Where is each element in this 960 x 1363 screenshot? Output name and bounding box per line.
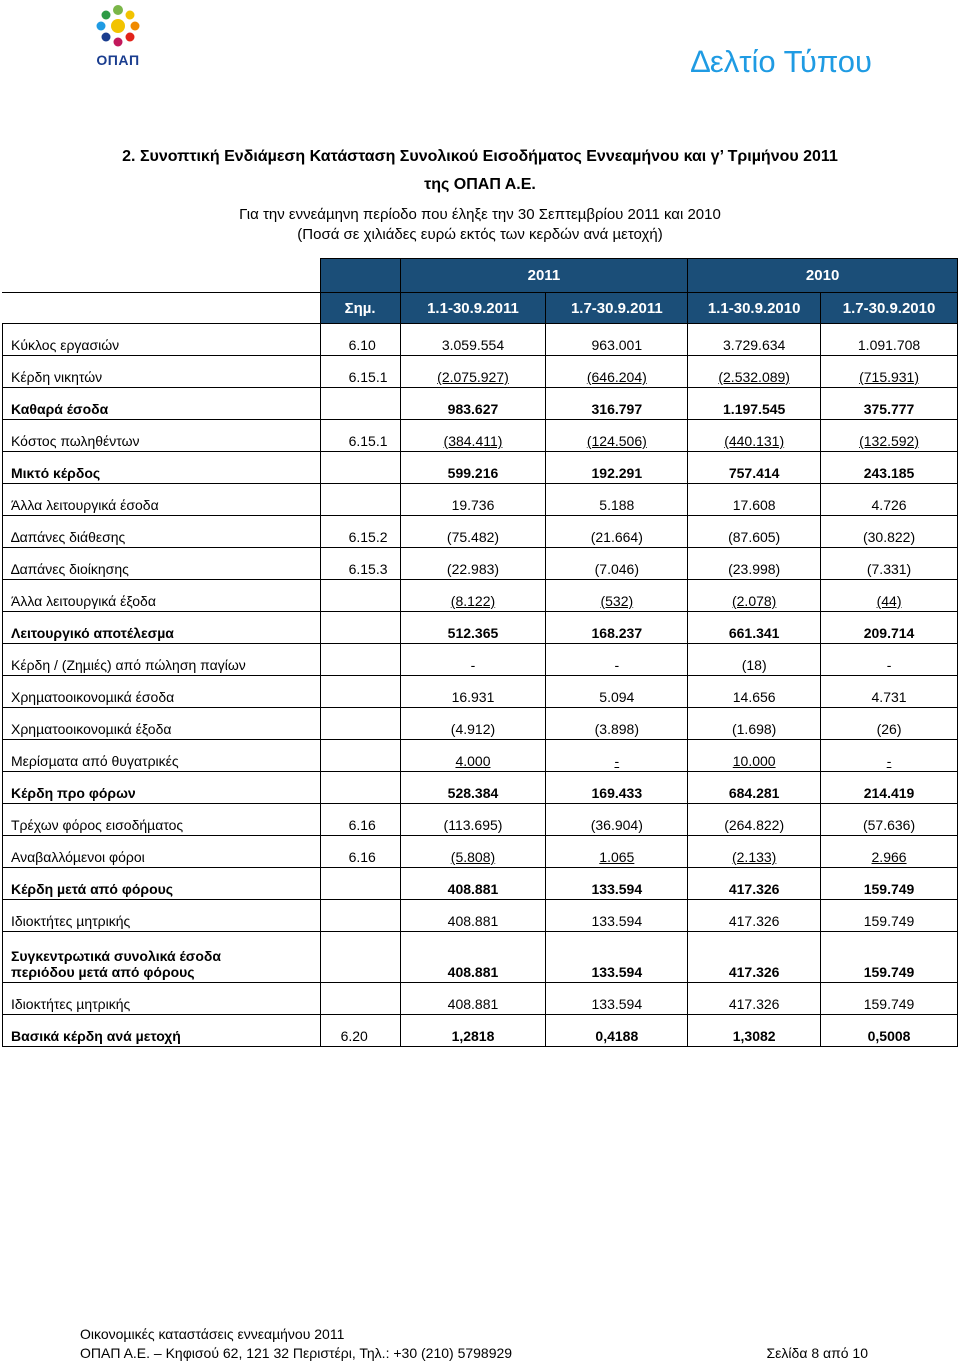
header-period-1: 1.1-30.9.2011 [400,293,546,324]
row-note [320,740,400,772]
row-note: 6.16 [320,804,400,836]
value-text: 661.341 [728,625,780,641]
row-label: Λειτουργικό αποτέλεσµα [3,612,321,644]
row-note: 6.15.1 [320,356,400,388]
row-label: Ιδιοκτήτες µητρικής [3,983,321,1015]
row-label: Κέρδη προ φόρων [3,772,321,804]
press-release-title: ∆ελτίο Τύπου [690,44,872,79]
value-text: 209.714 [863,625,915,641]
value-text: 159.749 [863,881,915,897]
value-text: 417.326 [728,964,780,980]
income-statement-table [2,258,958,1047]
row-value-col4 [821,740,958,772]
value-text: (440.131) [724,433,785,449]
value-text: (57.636) [862,817,916,833]
value-text: (7.046) [594,561,639,577]
row-value-col2 [546,644,688,676]
value-text: 159.749 [863,996,915,1012]
value-text: 133.594 [591,913,643,929]
row-note [320,932,400,983]
value-text: (87.605) [728,529,781,545]
row-value-col1 [400,772,546,804]
value-text: (2.075.927) [437,369,509,385]
value-text: 169.433 [591,785,643,801]
value-text: 757.414 [728,465,780,481]
row-value-col2 [546,516,688,548]
table-row-other-operating-income [3,484,958,516]
row-value-col1 [400,612,546,644]
table-row-profit-before-tax [3,772,958,804]
row-note: 6.16 [320,836,400,868]
header-blank [3,293,321,324]
value-text: (7.331) [866,561,912,577]
row-value-col3 [688,548,821,580]
value-text: 3.729.634 [723,337,786,353]
row-value-col2 [546,983,688,1015]
value-text: 963.001 [591,337,643,353]
row-value-col4 [821,900,958,932]
row-value-col3 [688,983,821,1015]
row-value-col4 [821,644,958,676]
header-note: Σηµ. [320,293,400,324]
row-value-col1 [400,740,546,772]
row-value-col1 [400,932,546,983]
row-label: Άλλα λειτουργικά έσοδα [3,484,321,516]
value-text: 214.419 [863,785,915,801]
value-text: (113.695) [443,817,503,833]
row-value-col2 [546,324,688,356]
row-note: 6.10 [320,324,400,356]
row-value-col1 [400,420,546,452]
row-note: 6.15.1 [320,420,400,452]
row-note [320,612,400,644]
row-note [320,868,400,900]
table-row-operating-result [3,612,958,644]
row-value-col1 [400,983,546,1015]
row-value-col2 [546,452,688,484]
value-text: 16.931 [451,689,495,705]
value-text: 408.881 [447,881,499,897]
table-header-periods [3,293,958,324]
value-text: 133.594 [591,964,643,980]
value-text: (715.931) [859,369,920,385]
value-text: 417.326 [728,996,780,1012]
table-row-dividends-subsidiaries [3,740,958,772]
value-text: (2.078) [731,593,777,609]
row-value-col4 [821,484,958,516]
row-note: 6.15.3 [320,548,400,580]
value-text: (75.482) [446,529,500,545]
row-value-col3 [688,324,821,356]
value-text: 5.094 [599,689,635,705]
row-value-col3 [688,932,821,983]
value-text: (3.898) [594,721,639,737]
row-value-col4 [821,836,958,868]
value-text: 5.188 [599,497,635,513]
value-text: 0,5008 [867,1028,911,1044]
value-text: 3.059.554 [441,337,505,353]
row-value-col3 [688,740,821,772]
row-value-col2 [546,740,688,772]
value-text: (30.822) [862,529,916,545]
row-label: Καθαρά έσοδα [3,388,321,420]
statement-title-line1: 2. Συνοπτική Ενδιάµεση Κατάσταση Συνολικού Εισοδήµατος Εννεαµήνου και γ’ Τριµήνου 2011 [122,148,838,165]
row-value-col1 [400,356,546,388]
row-value-col3 [688,644,821,676]
value-text: 159.749 [863,964,915,980]
footer-doc-title: Οικονοµικές καταστάσεις εννεαµήνου 2011 [80,1326,345,1342]
row-value-col1 [400,484,546,516]
row-note [320,388,400,420]
row-label: Κέρδη µετά από φόρους [3,868,321,900]
value-text: 408.881 [447,964,499,980]
row-note [320,580,400,612]
row-value-col1 [400,644,546,676]
value-text: 1.197.545 [723,401,786,417]
header-period-2: 1.7-30.9.2011 [546,293,688,324]
table-row-deferred-tax [3,836,958,868]
value-text: (21.664) [590,529,643,545]
value-text: (44) [876,593,902,609]
row-value-col4 [821,548,958,580]
table-row-finance-costs [3,708,958,740]
value-text: (384.411) [443,433,503,449]
value-text: 1.091.708 [857,337,921,353]
row-value-col3 [688,388,821,420]
row-value-col2 [546,772,688,804]
table-row-owners-parent-1 [3,900,958,932]
row-value-col3 [688,708,821,740]
row-value-col4 [821,580,958,612]
value-text: 417.326 [728,881,780,897]
row-value-col1 [400,516,546,548]
value-text: (2.532.089) [718,369,790,385]
row-value-col3 [688,612,821,644]
row-note: 6.15.2 [320,516,400,548]
table-row-other-operating-expenses [3,580,958,612]
row-value-col2 [546,900,688,932]
value-text: 417.326 [728,913,780,929]
table-row-cost-of-sales [3,420,958,452]
value-text: 4.000 [455,753,491,769]
value-text: 408.881 [447,913,499,929]
row-label [3,932,321,983]
row-label: Χρηµατοοικονοµικά έξοδα [3,708,321,740]
table-row-distribution-expenses [3,516,958,548]
value-text: (646.204) [586,369,647,385]
row-value-col1 [400,868,546,900]
value-text: (36.904) [590,817,643,833]
row-value-col2 [546,548,688,580]
value-text: 2.966 [871,849,907,865]
row-value-col4 [821,1015,958,1047]
value-text: 1,3082 [732,1028,776,1044]
value-text: 4.731 [871,689,907,705]
row-value-col4 [821,516,958,548]
row-value-col2 [546,932,688,983]
row-value-col1 [400,388,546,420]
row-note [320,644,400,676]
value-text: 375.777 [863,401,915,417]
header-blank [3,259,321,293]
value-text: 316.797 [591,401,643,417]
row-label: Κέρδη νικητών [3,356,321,388]
row-value-col3 [688,804,821,836]
value-text: 192.291 [591,465,643,481]
row-value-col1 [400,900,546,932]
value-text: 19.736 [451,497,495,513]
row-value-col3 [688,420,821,452]
logo-text: ΟΠΑΠ [96,52,140,68]
value-text: 512.365 [447,625,499,641]
row-value-col2 [546,356,688,388]
value-text: 243.185 [863,465,915,481]
row-value-col1 [400,452,546,484]
row-value-col2 [546,804,688,836]
row-note [320,676,400,708]
row-value-col4 [821,324,958,356]
row-value-col4 [821,772,958,804]
row-value-col1 [400,676,546,708]
row-value-col2 [546,580,688,612]
row-value-col3 [688,868,821,900]
row-value-col2 [546,676,688,708]
table-row-basic-eps [3,1015,958,1047]
statement-title-line2: της ΟΠΑΠ Α.Ε. [424,176,536,193]
table-row-owners-parent-2 [3,983,958,1015]
row-value-col4 [821,932,958,983]
table-body [3,324,958,1047]
row-value-col4 [821,356,958,388]
header-period-3: 1.1-30.9.2010 [688,293,821,324]
row-value-col1 [400,836,546,868]
row-label: Μικτό κέρδος [3,452,321,484]
header-year-2011: 2011 [400,259,688,293]
value-text: (18) [741,657,767,673]
units-subtitle: (Ποσά σε χιλιάδες ευρώ εκτός των κερδών ανά µετοχή) [297,226,663,243]
row-value-col1 [400,1015,546,1047]
row-value-col2 [546,388,688,420]
value-text: 168.237 [591,625,643,641]
row-note [320,772,400,804]
value-text: 133.594 [591,881,643,897]
table-row-total-comprehensive-income [3,932,958,983]
row-label-line2: περιόδου µετά από φόρους [11,964,195,980]
row-value-col4 [821,612,958,644]
value-text: (23.998) [728,561,781,577]
value-text: 684.281 [728,785,780,801]
row-note [320,484,400,516]
table-row-administrative-expenses [3,548,958,580]
value-text: (1.698) [731,721,777,737]
row-value-col3 [688,836,821,868]
period-subtitle: Για την εννεάµηνη περίοδο που έληξε την 30 Σεπτεµβρίου 2011 και 2010 [239,206,721,223]
value-text: 599.216 [447,465,499,481]
row-label: Κέρδη / (Ζηµιές) από πώληση παγίων [3,644,321,676]
row-note [320,708,400,740]
value-text: 1.065 [599,849,635,865]
value-text: (26) [876,721,902,737]
value-text: 10.000 [732,753,776,769]
row-value-col3 [688,580,821,612]
row-value-col3 [688,356,821,388]
row-note [320,900,400,932]
value-text: (22.983) [446,561,500,577]
row-label: Ιδιοκτήτες µητρικής [3,900,321,932]
row-value-col4 [821,452,958,484]
header-year-2010: 2010 [688,259,958,293]
opap-logo-icon [88,4,148,54]
value-text: (264.822) [724,817,785,833]
row-label: Βασικά κέρδη ανά µετοχή [3,1015,321,1047]
row-label: Τρέχων φόρος εισοδήµατος [3,804,321,836]
row-label: ∆απάνες διάθεσης [3,516,321,548]
opap-logo [88,4,148,70]
value-text: 133.594 [591,996,643,1012]
row-value-col4 [821,983,958,1015]
row-value-col2 [546,836,688,868]
value-text: - [614,753,620,769]
value-text: 159.749 [863,913,915,929]
value-text: - [470,657,476,673]
value-text: - [886,753,892,769]
table-header-years [3,259,958,293]
row-value-col3 [688,900,821,932]
row-value-col1 [400,708,546,740]
header-note-spacer [320,259,400,293]
table-row-winnings [3,356,958,388]
row-value-col3 [688,676,821,708]
row-label: Μερίσµατα από θυγατρικές [3,740,321,772]
row-value-col1 [400,324,546,356]
row-value-col3 [688,1015,821,1047]
row-value-col1 [400,548,546,580]
value-text: 1,2818 [451,1028,495,1044]
row-value-col2 [546,1015,688,1047]
row-note [320,452,400,484]
row-value-col3 [688,484,821,516]
row-label: ∆απάνες διοίκησης [3,548,321,580]
table-row-finance-income [3,676,958,708]
table-row-net-revenue [3,388,958,420]
table-row-current-income-tax [3,804,958,836]
row-value-col2 [546,420,688,452]
footer-page-number: Σελίδα 8 από 10 [766,1345,868,1361]
row-label: Κόστος πωληθέντων [3,420,321,452]
row-label: Χρηµατοοικονοµικά έσοδα [3,676,321,708]
row-value-col4 [821,708,958,740]
row-value-col2 [546,612,688,644]
value-text: (8.122) [450,593,496,609]
table-row-revenue [3,324,958,356]
value-text: (132.592) [859,433,920,449]
row-note [320,983,400,1015]
table-row-gross-profit [3,452,958,484]
value-text: 14.656 [732,689,776,705]
value-text: 17.608 [732,497,776,513]
value-text: - [614,657,620,673]
footer-address: ΟΠΑΠ Α.Ε. – Κηφισού 62, 121 32 Περιστέρι, Τηλ.: +30 (210) 5798929 [80,1345,513,1361]
value-text: - [886,657,892,673]
row-label: Αναβαλλόµενοι φόροι [3,836,321,868]
row-label: Κύκλος εργασιών [3,324,321,356]
row-value-col4 [821,868,958,900]
value-text: (5.808) [450,849,496,865]
row-value-col1 [400,580,546,612]
table-row-profit-after-tax [3,868,958,900]
value-text: (2.133) [731,849,777,865]
value-text: (4.912) [450,721,496,737]
value-text: 408.881 [447,996,499,1012]
row-value-col2 [546,868,688,900]
row-label-line1: Συγκεντρωτικά συνολικά έσοδα [11,948,222,964]
value-text: 528.384 [447,785,499,801]
value-text: (124.506) [586,433,647,449]
row-label: Άλλα λειτουργικά έξοδα [3,580,321,612]
row-value-col3 [688,452,821,484]
row-value-col3 [688,516,821,548]
row-value-col3 [688,772,821,804]
row-value-col4 [821,420,958,452]
row-note: 6.20 [320,1015,400,1047]
value-text: 4.726 [871,497,907,513]
header-period-4: 1.7-30.9.2010 [821,293,958,324]
row-value-col4 [821,388,958,420]
row-value-col1 [400,804,546,836]
row-value-col4 [821,804,958,836]
table-row-gain-loss-disposal [3,644,958,676]
row-value-col2 [546,708,688,740]
value-text: 0,4188 [595,1028,639,1044]
value-text: 983.627 [447,401,499,417]
row-value-col2 [546,484,688,516]
value-text: (532) [600,593,634,609]
row-value-col4 [821,676,958,708]
